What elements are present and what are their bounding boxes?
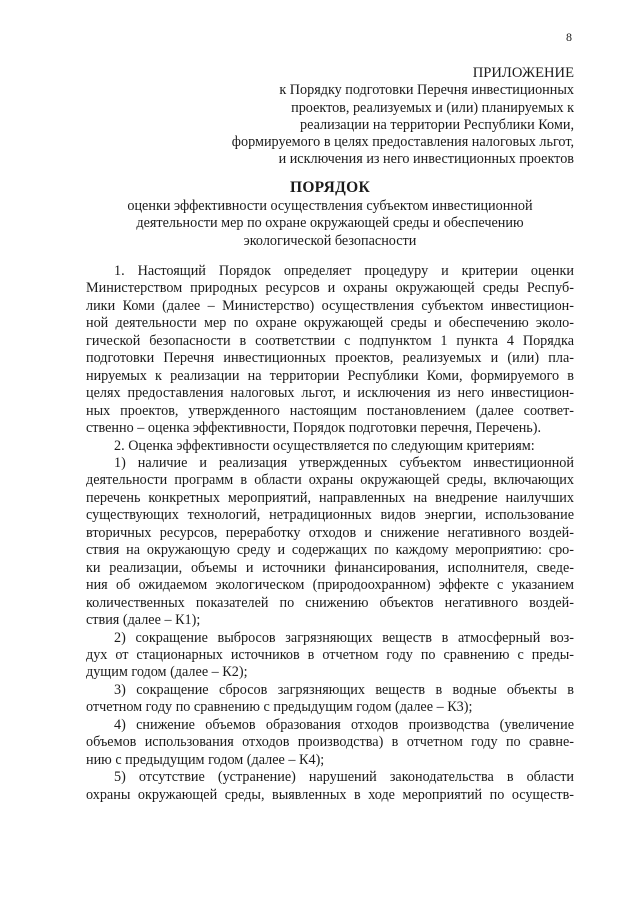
body-text-line: дух от стационарных источников в отчетном году по сравнению с преды- xyxy=(86,646,574,663)
body-text-line: 2. Оценка эффективности осуществляется по следующим критериям: xyxy=(114,437,535,454)
body-text-line: 4) снижение объемов образования отходов производства (увеличение xyxy=(114,716,574,733)
document-subtitle-line: оценки эффективности осуществления субъектом инвестиционной xyxy=(127,197,533,214)
body-text-line: ния об ожидаемом экологическом (природоохранном) эффекте с указанием xyxy=(86,577,574,594)
appendix-line: проектов, реализуемых и (или) планируемых к xyxy=(291,99,574,116)
body-text-line: вторичных ресурсов, переработку отходов и снижение негативного воздей- xyxy=(86,524,574,541)
body-text-line: Министерством природных ресурсов и охраны окружающей среды Респуб- xyxy=(86,280,574,297)
document-subtitle-line: экологической безопасности xyxy=(243,232,417,249)
body-text-line: гической безопасности в соответствии с подпунктом 1 пункта 4 Порядка xyxy=(86,332,574,349)
body-text-line: объемов использования отходов производства) в отчетном году по сравне- xyxy=(86,734,574,751)
body-text-line: охраны окружающей среды, выявленных в ходе мероприятий по осуществ- xyxy=(86,786,574,803)
body-text-line: ки реализации, объемы и источники финансирования, исполнителя, сведе- xyxy=(86,559,574,576)
appendix-line: и исключения из него инвестиционных проектов xyxy=(278,151,574,168)
document-subtitle-line: деятельности мер по охране окружающей среды и обеспечению xyxy=(136,215,524,231)
body-text-line: перечень конкретных мероприятий, направленных на внедрение наилучших xyxy=(86,489,574,506)
body-text-line: нируемых к реализации на территории Республики Коми, формируемого в xyxy=(86,367,574,384)
body-text-line: существующих технологий, нетрадиционных видов энергии, использование xyxy=(86,507,574,524)
body-text-line: отчетном году по сравнению с предыдущим годом (далее – К3); xyxy=(86,699,473,716)
body-text-line: 1) наличие и реализация утвержденных субъектом инвестиционной xyxy=(114,454,574,471)
body-text-line: 1. Настоящий Порядок определяет процедуру и критерии оценки xyxy=(114,263,574,279)
appendix-block xyxy=(214,65,574,169)
body-text-line: ной деятельности мер по охране окружающей среды и обеспечению эколо- xyxy=(86,315,574,332)
body-text-line: ствия (далее – К1); xyxy=(86,612,201,629)
body-text-line: подготовки Перечня инвестиционных проектов, реализуемых и (или) пла- xyxy=(86,350,574,367)
document-title-block xyxy=(90,179,570,250)
body-text-line: ных проектов, утвержденного настоящим постановлением (далее соответ- xyxy=(86,402,574,419)
appendix-title: ПРИЛОЖЕНИЕ xyxy=(472,65,574,81)
document-heading: ПОРЯДОК xyxy=(289,179,371,196)
appendix-line: к Порядку подготовки Перечня инвестиционных xyxy=(279,82,574,99)
body-text-line: нию с предыдущим годом (далее – К4); xyxy=(86,751,325,768)
body-text-line: количественных показателей по снижению объектов негативного воздей- xyxy=(86,594,574,611)
appendix-line: формируемого в целях предоставления налоговых льгот, xyxy=(231,134,574,151)
page-number: 8 xyxy=(566,30,572,44)
body-text-line: деятельности программ в области охраны окружающей среды, включающих xyxy=(86,472,574,489)
appendix-line: реализации на территории Республики Коми, xyxy=(300,116,574,133)
body-text-line: ственно – оценка эффективности, Порядок подготовки перечня, Перечень). xyxy=(86,420,542,437)
body-text-line: ствия на окружающую среду и содержащих по каждому мероприятию: сро- xyxy=(86,542,574,559)
body-text-line: лики Коми (далее – Министерство) осуществления субъектом инвестицион- xyxy=(86,297,574,314)
body-text-line: 2) сокращение выбросов загрязняющих веществ в атмосферный воз- xyxy=(114,629,574,646)
body-text-line: 5) отсутствие (устранение) нарушений законодательства в области xyxy=(114,769,574,786)
document-body xyxy=(86,263,574,804)
body-text-line: целях предоставления налоговых льгот, и исключения из него инвестицион- xyxy=(86,385,574,402)
body-text-line: дущим годом (далее – К2); xyxy=(86,664,248,681)
body-text-line: 3) сокращение сбросов загрязняющих веществ в водные объекты в xyxy=(114,681,574,698)
